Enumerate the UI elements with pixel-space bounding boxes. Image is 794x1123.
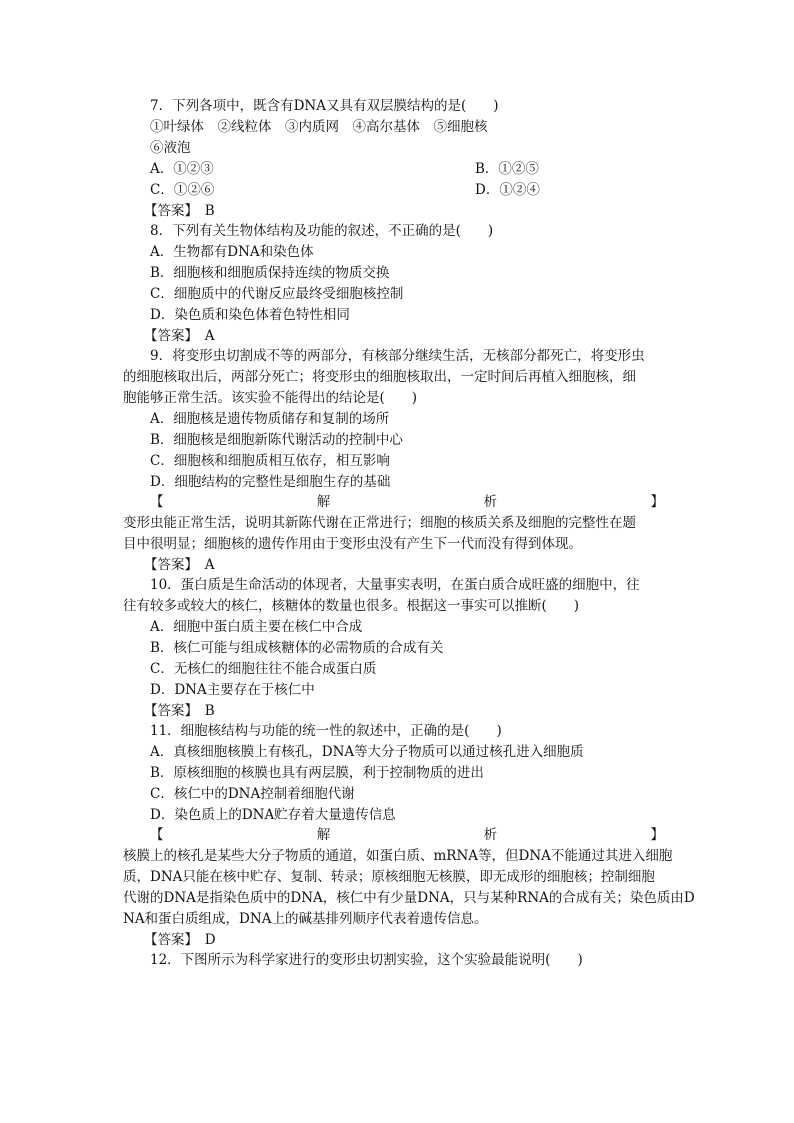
q9-stem-line1: 9．将变形虫切割成不等的两部分，有核部分继续生活，无核部分都死亡，将变形虫 (150, 348, 645, 364)
q8-stem: 8．下列有关生物体结构及功能的叙述，不正确的是( ) (150, 223, 494, 239)
q10-option-d: D．DNA主要存在于核仁中 (150, 682, 315, 698)
q7-option-a: A．①②③ (150, 161, 214, 177)
q7-option-d: D．①②④ (475, 182, 540, 198)
q11-option-b: B．原核细胞的核膜也具有两层膜，利于控制物质的进出 (150, 765, 484, 781)
q10-stem-line1: 10．蛋白质是生命活动的体现者，大量事实表明，在蛋白质合成旺盛的细胞中，往 (150, 577, 640, 593)
analysis-char-jie: 解 (316, 494, 331, 510)
q7-stem: 7．下列各项中，既含有DNA又具有双层膜结构的是( ) (150, 98, 499, 114)
q11-option-c: C．核仁中的DNA控制着细胞代谢 (150, 786, 355, 802)
q12-stem: 12．下图所示为科学家进行的变形虫切割实验，这个实验最能说明( ) (150, 952, 583, 968)
q8-answer: 【答案】 A (144, 328, 215, 344)
q10-option-c: C．无核仁的细胞往往不能合成蛋白质 (150, 661, 377, 677)
analysis-bracket-close: 】 (650, 827, 664, 843)
q9-analysis-line2: 目中很明显；细胞核的遗传作用由于变形虫没有产生下一代而没有得到体现。 (123, 536, 582, 552)
q11-analysis-line2: 质，DNA只能在核中贮存、复制、转录；原核细胞无核膜，即无成形的细胞核；控制细胞 (123, 869, 655, 885)
q8-option-b: B．细胞核和细胞质保持连续的物质交换 (150, 265, 390, 281)
q10-option-b: B．核仁可能与组成核糖体的必需物质的合成有关 (150, 640, 444, 656)
q9-option-c: C．细胞核和细胞质相互依存，相互影响 (150, 453, 390, 469)
analysis-bracket-open: 【 (150, 494, 164, 510)
q9-option-b: B．细胞核是细胞新陈代谢活动的控制中心 (150, 432, 403, 448)
q9-stem-line2: 的细胞核取出后，两部分死亡；将变形虫的细胞核取出，一定时间后再植入细胞核，细 (123, 369, 636, 385)
analysis-char-jie: 解 (316, 827, 331, 843)
q11-analysis-line3: 代谢的DNA是指染色质中的DNA，核仁中有少量DNA，只与某种RNA的合成有关；染色质由D (123, 890, 695, 906)
q7-items-row: ①叶绿体 ②线粒体 ③内质网 ④高尔基体 ⑤细胞核 (150, 119, 488, 135)
q9-option-a: A．细胞核是遗传物质储存和复制的场所 (150, 411, 390, 427)
q11-option-a: A．真核细胞核膜上有核孔，DNA等大分子物质可以通过核孔进入细胞质 (150, 744, 584, 760)
analysis-bracket-close: 】 (650, 494, 664, 510)
analysis-char-xi: 析 (483, 494, 498, 510)
q9-answer: 【答案】 A (144, 557, 215, 573)
q7-option-b: B．①②⑤ (475, 161, 539, 177)
analysis-char-xi: 析 (483, 827, 498, 843)
q11-analysis-line1: 核膜上的核孔是某些大分子物质的通道，如蛋白质、mRNA等，但DNA不能通过其进入细胞 (123, 848, 673, 864)
q11-answer: 【答案】 D (144, 932, 216, 948)
q8-option-d: D．染色质和染色体着色特性相同 (150, 307, 350, 323)
q7-item6: ⑥液泡 (150, 140, 191, 156)
q11-option-d: D．染色质上的DNA贮存着大量遗传信息 (150, 807, 396, 823)
q10-answer: 【答案】 B (144, 703, 215, 719)
q9-analysis-heading (150, 496, 664, 510)
q7-option-c: C．①②⑥ (150, 182, 215, 198)
q7-answer: 【答案】 B (144, 203, 215, 219)
q11-analysis-line4: NA和蛋白质组成，DNA上的碱基排列顺序代表着遗传信息。 (123, 911, 488, 927)
q11-stem: 11．细胞核结构与功能的统一性的叙述中，正确的是( ) (150, 723, 502, 739)
q10-stem-line2: 往有较多或较大的核仁，核糖体的数量也很多。根据这一事实可以推断( ) (123, 598, 580, 614)
q9-option-d: D．细胞结构的完整性是细胞生存的基础 (150, 474, 391, 490)
q9-stem-line3: 胞能够正常生活。该实验不能得出的结论是( ) (123, 390, 418, 406)
q8-option-c: C．细胞质中的代谢反应最终受细胞核控制 (150, 286, 404, 302)
q8-option-a: A．生物都有DNA和染色体 (150, 244, 314, 260)
q11-analysis-heading (150, 829, 664, 843)
q10-option-a: A．细胞中蛋白质主要在核仁中合成 (150, 619, 363, 635)
analysis-bracket-open: 【 (150, 827, 164, 843)
q9-analysis-line1: 变形虫能正常生活，说明其新陈代谢在正常进行；细胞的核质关系及细胞的完整性在题 (123, 515, 636, 531)
